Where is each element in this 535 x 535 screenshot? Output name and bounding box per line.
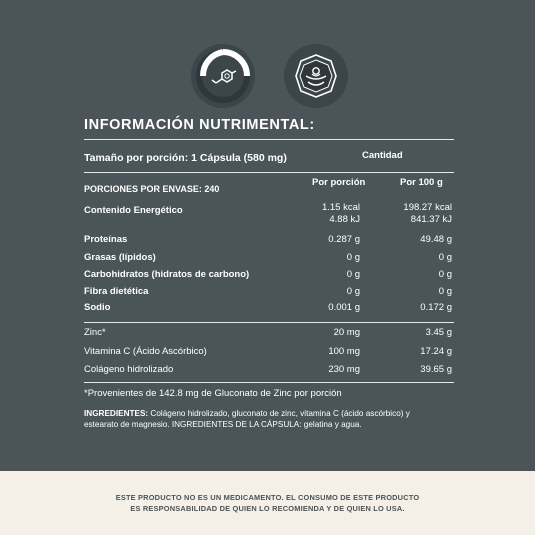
nutrient-per-serving: 0 g xyxy=(346,252,360,263)
ingredients-label: INGREDIENTES: xyxy=(84,409,149,418)
molecule-progress-icon xyxy=(191,44,255,108)
micronutrient-divider xyxy=(84,322,454,323)
micronutrient-per-100g: 17.24 g xyxy=(420,346,452,357)
nutrient-per-serving: 0 g xyxy=(346,286,360,297)
energy-per-serving-kj: 4.88 kJ xyxy=(329,214,360,225)
header-divider xyxy=(84,172,454,173)
nutrient-label: Fibra dietética xyxy=(84,286,149,297)
micronutrient-label: Vitamina C (Ácido Ascórbico) xyxy=(84,346,207,357)
nutrient-per-serving: 0.287 g xyxy=(328,234,360,245)
micronutrient-per-100g: 3.45 g xyxy=(425,327,452,338)
icon-row xyxy=(0,44,535,110)
warning-footer xyxy=(0,471,535,535)
nutrient-label: Grasas (lípidos) xyxy=(84,252,156,263)
zinc-footnote: *Provenientes de 142.8 mg de Gluconato de Zinc por porción xyxy=(84,388,342,399)
energy-per-serving-kcal: 1.15 kcal xyxy=(321,202,360,213)
ingredients-list: Colágeno hidrolizado, gluconato de zinc, vitamina C (ácido ascórbico) y estearato de magnesio. INGREDIENTES DE LA CÁPSULA: gelatina y agua. xyxy=(84,409,410,429)
energy-per-100g-kj: 841.37 kJ xyxy=(410,214,452,225)
nutrient-label: Sodio xyxy=(84,302,111,313)
nutrient-label: Proteínas xyxy=(84,234,128,245)
nutrient-per-100g: 49.48 g xyxy=(420,234,452,245)
nutrient-per-serving: 0 g xyxy=(346,269,360,280)
warning-line-2: ES RESPONSABILIDAD DE QUIEN LO RECOMIENDA Y DE QUIEN LO USA. xyxy=(130,504,405,513)
shield-emblem-icon xyxy=(284,44,348,108)
energy-per-100g-kcal: 198.27 kcal xyxy=(403,202,452,213)
column-per-serving: Por porción xyxy=(312,177,366,188)
micronutrient-per-serving: 230 mg xyxy=(328,364,360,375)
micronutrient-per-serving: 20 mg xyxy=(333,327,360,338)
micronutrient-per-serving: 100 mg xyxy=(328,346,360,357)
cantidad-header: Cantidad xyxy=(362,150,403,161)
warning-line-1: ESTE PRODUCTO NO ES UN MEDICAMENTO. EL CONSUMO DE ESTE PRODUCTO xyxy=(115,493,420,502)
nutrient-label: Carbohidratos (hidratos de carbono) xyxy=(84,269,250,280)
nutrient-per-100g: 0 g xyxy=(438,286,452,297)
nutrient-per-100g: 0 g xyxy=(438,269,452,280)
ingredients-text xyxy=(84,408,434,430)
panel-title: INFORMACIÓN NUTRIMENTAL: xyxy=(84,117,315,133)
nutrient-per-100g: 0.172 g xyxy=(420,302,452,313)
servings-per-container: PORCIONES POR ENVASE: 240 xyxy=(84,184,220,194)
nutrient-per-serving: 0.001 g xyxy=(328,302,360,313)
micronutrient-per-100g: 39.65 g xyxy=(420,364,452,375)
column-per-100g: Por 100 g xyxy=(400,177,443,188)
nutrient-per-100g: 0 g xyxy=(438,252,452,263)
serving-size-label: Tamaño por porción: 1 Cápsula (580 mg) xyxy=(84,152,287,164)
micronutrient-label: Colágeno hidrolizado xyxy=(84,364,174,375)
micronutrient-label: Zinc* xyxy=(84,327,106,338)
energy-label: Contenido Energético xyxy=(84,205,183,216)
